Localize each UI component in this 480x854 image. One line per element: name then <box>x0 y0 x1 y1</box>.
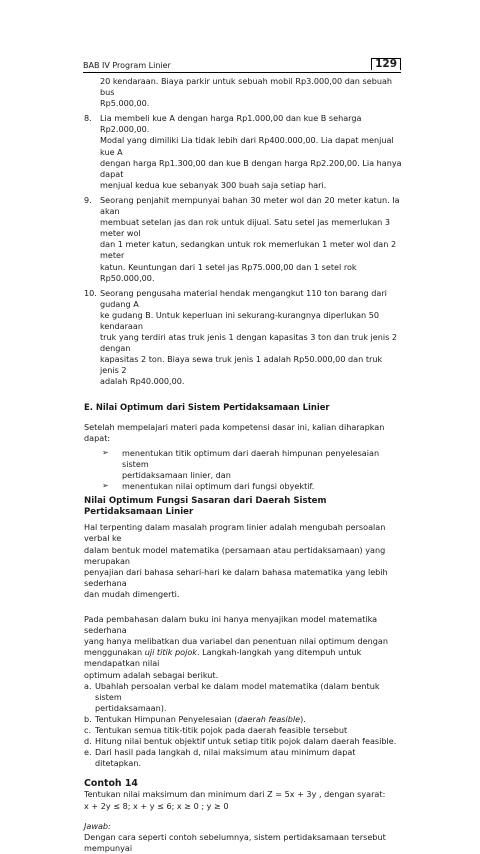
text-line: pertidaksamaan). <box>95 702 167 713</box>
text-line: menentukan nilai optimum dari fungsi obyektif. <box>122 481 315 492</box>
text-line: katun. Keuntungan dari 1 setel jas Rp75.000,00 dan 1 setel rok Rp50.000,00. <box>100 261 357 283</box>
item-number: 10. <box>84 287 97 298</box>
step-letter: d. <box>84 736 92 747</box>
text-line: Rp5.000,00. <box>100 98 150 109</box>
text-span: ). <box>300 713 306 724</box>
text-line: ke gudang B. Untuk keperluan ini sekurang-kurangnya diperlukan 50 kendaraan <box>100 309 380 331</box>
text-line: Modal yang dimiliki Lia tidak lebih dari Rp400.000,00. Lia dapat menjual kue A <box>100 135 394 157</box>
text-line: Hitung nilai bentuk objektif untuk setiap titik pojok dalam daerah feasible. <box>95 736 397 747</box>
answer-label <box>84 821 402 832</box>
italic-term: daerah feasible <box>237 713 301 724</box>
text-line: dan 1 meter katun, sedangkan untuk rok memerlukan 1 meter wol dan 2 meter <box>100 239 397 261</box>
subheading: Nilai Optimum Fungsi Sasaran dari Daerah Sistem Pertidaksamaan Linier <box>84 496 327 518</box>
step-b <box>84 714 402 725</box>
text-line: x + 2y ≤ 8; x + y ≤ 6; x ≥ 0 ; y ≥ 0 <box>84 800 229 811</box>
bullet-item <box>84 481 402 492</box>
text-line: Lia membeli kue A dengan harga Rp1.000,00 dan kue B seharga Rp2.000,00. <box>100 113 362 135</box>
list-item-10 <box>84 288 402 388</box>
continued-item <box>84 76 402 109</box>
step-letter: c. <box>84 724 92 735</box>
text-line: 20 kendaraan. Biaya parkir untuk sebuah mobil Rp3.000,00 dan sebuah bus <box>100 76 393 98</box>
text-line: Dari hasil pada langkah d, nilai maksimum atau minimum dapat ditetapkan. <box>95 747 356 769</box>
step-c <box>84 725 402 736</box>
step-d <box>84 736 402 747</box>
text-line <box>84 647 402 669</box>
text-line: Hal terpenting dalam masalah program linier adalah mengubah persoalan verbal ke <box>84 522 386 544</box>
text-line: pertidaksamaan linier, dan <box>122 470 231 480</box>
italic-term: Jawab: <box>84 820 111 831</box>
text-span: menggunakan <box>84 647 145 658</box>
step-letter: b. <box>84 713 92 724</box>
bullet-item <box>84 448 402 481</box>
text-line: Ubahlah persoalan verbal ke dalam model matematika (dalam bentuk sistem <box>95 680 380 702</box>
chapter-title: BAB IV Program Linier <box>83 61 171 70</box>
step-e <box>84 747 402 769</box>
item-number: 9. <box>84 194 92 205</box>
section-heading: E. Nilai Optimum dari Sistem Pertidaksamaan Linier <box>84 401 330 412</box>
page-content <box>84 76 402 854</box>
paragraph <box>84 614 402 681</box>
example-heading: Contoh 14 <box>84 778 138 790</box>
arrow-bullet-icon: ➢ <box>102 481 109 491</box>
text-line: membuat setelan jas dan rok untuk dijual. Satu setel jas memerlukan 3 meter wol <box>100 217 391 239</box>
text-line: Dengan cara seperti contoh sebelumnya, sistem pertidaksamaan tersebut mempunyai <box>84 831 386 853</box>
step-letter: a. <box>84 680 92 691</box>
text-line: dengan harga Rp1.300,00 dan kue B dengan harga Rp2.200,00. Lia hanya dapat <box>100 157 402 179</box>
text-line: penyajian dari bahasa sehari-hari ke dalam bahasa matematika yang lebih sederhana <box>84 566 388 588</box>
text-line: optimum adalah sebagai berikut. <box>84 669 219 680</box>
text-line: truk yang terdiri atas truk jenis 1 dengan kapasitas 3 ton dan truk jenis 2 dengan <box>100 332 398 354</box>
text-line: menentukan titik optimum dari daerah himpunan penyelesaian sistem <box>122 447 380 469</box>
text-line: yang hanya melibatkan dua variabel dan penentuan nilai optimum dengan <box>84 636 388 647</box>
page-number: 129 <box>371 58 401 70</box>
text-line: Tentukan nilai maksimum dan minimum dari Z = 5x + 3y , dengan syarat: <box>84 789 386 800</box>
step-letter: e. <box>84 747 92 758</box>
step-a <box>84 681 402 714</box>
page-header <box>83 58 401 73</box>
text-line: Seorang pengusaha material hendak mengangkut 110 ton barang dari gudang A <box>100 287 387 309</box>
text-line: dan mudah dimengerti. <box>84 588 180 599</box>
text-span: . Langkah-langkah yang ditempuh untuk mendapatkan nilai <box>84 647 362 669</box>
list-item-8 <box>84 113 402 191</box>
text-line: adalah Rp40.000,00. <box>100 376 185 387</box>
italic-term: uji titik pojok <box>144 647 197 658</box>
item-number: 8. <box>84 113 92 124</box>
text-line: kapasitas 2 ton. Biaya sewa truk jenis 1 adalah Rp50.000,00 dan truk jenis 2 <box>100 354 383 376</box>
text-span: Tentukan Himpunan Penyelesaian ( <box>95 713 238 724</box>
text-line: Seorang penjahit mempunyai bahan 30 meter wol dan 20 meter katun. Ia akan <box>100 194 400 217</box>
text-line: Pada pembahasan dalam buku ini hanya menyajikan model matematika sederhana <box>84 614 378 636</box>
text-line: menjual kedua kue sebanyak 300 buah saja setiap hari. <box>100 179 327 190</box>
text-line <box>95 714 402 725</box>
arrow-bullet-icon: ➢ <box>102 447 109 457</box>
paragraph <box>84 522 402 600</box>
text-line: dalam bentuk model matematika (persamaan atau pertidaksamaan) yang merupakan <box>84 544 386 566</box>
text-line: Tentukan semua titik-titik pojok pada daerah feasible tersebut <box>95 724 348 735</box>
list-item-9 <box>84 195 402 284</box>
intro-text: Setelah mempelajari materi pada kompetensi dasar ini, kalian diharapkan dapat: <box>84 421 385 443</box>
